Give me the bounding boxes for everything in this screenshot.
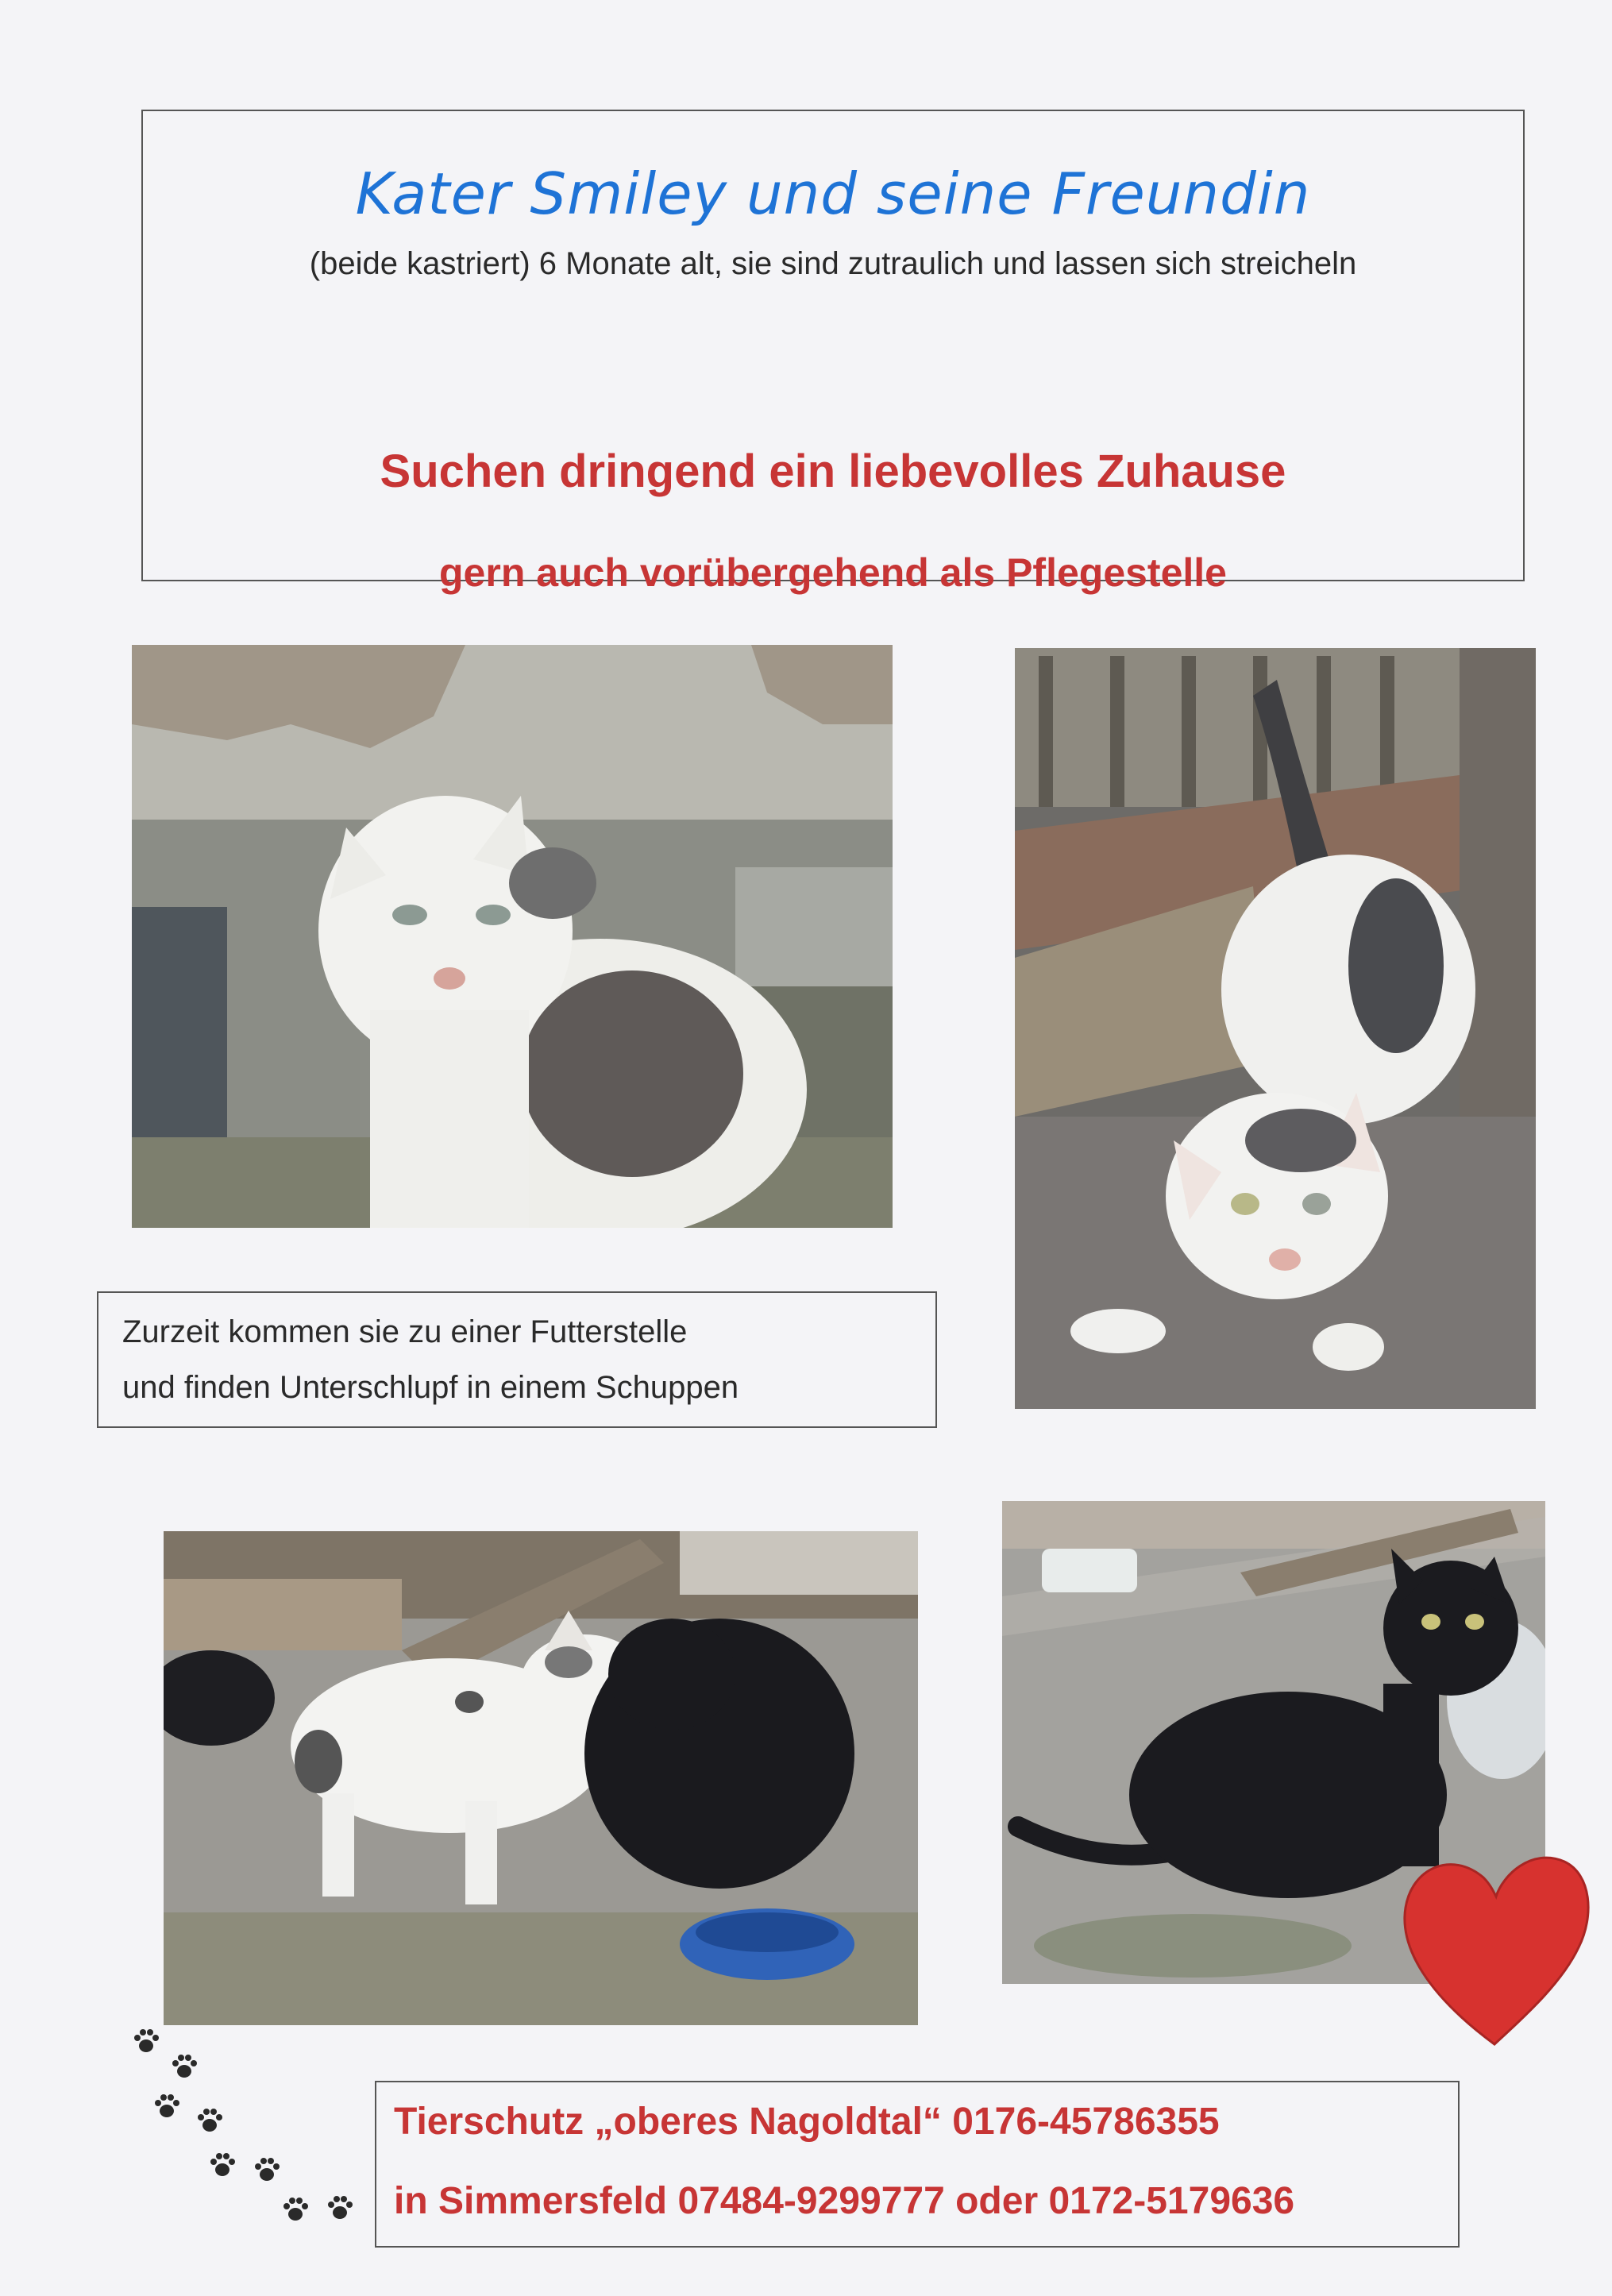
info-note-box	[97, 1291, 937, 1428]
paw-print-icon	[195, 2106, 224, 2136]
paw-print-icon	[253, 2155, 281, 2186]
flyer-headline: Suchen dringend ein liebevolles Zuhause	[380, 446, 1286, 497]
paw-print-icon	[170, 2052, 199, 2082]
contact-line-2: in Simmersfeld 07484-9299777 oder 0172-5179636	[394, 2180, 1295, 2222]
cat-photo-window	[132, 645, 893, 1228]
cat-photo-feeding	[164, 1531, 918, 2025]
flyer-subtitle: (beide kastriert) 6 Monate alt, sie sind zutraulich und lassen sich streicheln	[309, 246, 1357, 281]
paw-print-icon	[208, 2151, 237, 2181]
heart-icon	[1396, 1844, 1593, 2051]
info-note-line-2: und finden Unterschlupf in einem Schuppen	[122, 1370, 739, 1405]
paw-print-icon	[132, 2027, 160, 2057]
flyer-subheadline: gern auch vorübergehend als Pflegestelle	[439, 550, 1227, 595]
paw-print-icon	[281, 2195, 310, 2225]
cat-photo-wood	[1015, 648, 1536, 1409]
paw-print-icon	[326, 2194, 354, 2224]
info-note-line-1: Zurzeit kommen sie zu einer Futterstelle	[122, 1314, 688, 1349]
contact-box	[375, 2081, 1460, 2248]
header-box	[141, 110, 1525, 595]
paw-print-icon	[152, 2092, 181, 2122]
flyer-title: Kater Smiley und seine Freundin	[355, 160, 1311, 227]
contact-line-1: Tierschutz „oberes Nagoldtal“ 0176-45786355	[394, 2101, 1220, 2143]
